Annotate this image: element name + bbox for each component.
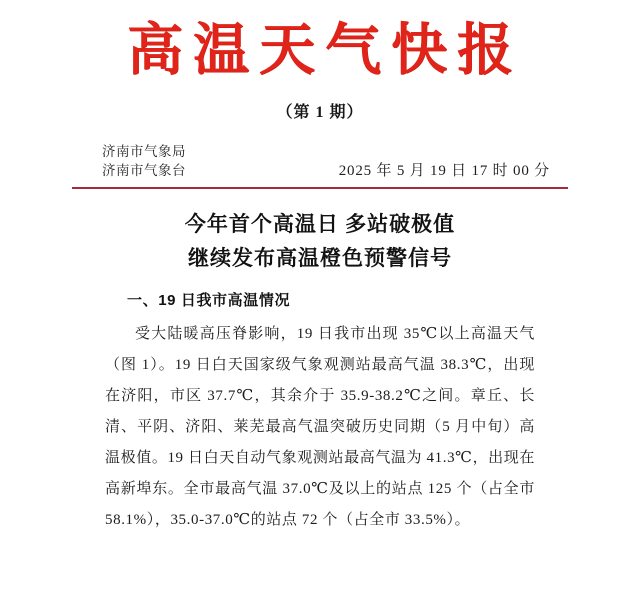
section-heading-1: 一、19 日我市高温情况 <box>127 291 291 309</box>
issuing-agency <box>72 142 186 181</box>
issue-number: （第 1 期） <box>276 103 364 121</box>
body-content <box>105 289 535 536</box>
headline-line-1: 今年首个高温日 多站破极值 <box>184 211 456 236</box>
issuer-date-row <box>72 142 568 181</box>
issuing-agency-observatory: 济南市气象台 <box>102 163 186 179</box>
section-paragraph-1: 受大陆暖高压脊影响，19 日我市出现 35℃以上高温天气（图 1）。19 日白天国家级气象观测站最高气温 38.3℃，出现在济阳，市区 37.7℃，其余介于 35.9-38.2℃之间。章丘、长清、平阴、济阳、莱芜最高气温突破历史同期（5 月中旬）高温极值。19 日白天自动气象观测站最高气温为 41.3℃，出现在高新埠东。全市最高气温 37.0℃及以上的站点 125 个（占全市 58.1%），35.0-37.0℃的站点 72 个（占全市 33.5%）。 <box>105 325 535 529</box>
headline-line-2: 继续发布高温橙色预警信号 <box>188 245 452 270</box>
document-title: 高温天气快报 <box>127 20 523 82</box>
header-divider-rule <box>72 187 568 189</box>
headline <box>0 207 640 275</box>
issuing-agency-bureau: 济南市气象局 <box>102 143 186 159</box>
masthead <box>0 0 640 122</box>
issue-datetime: 2025 年 5 月 19 日 17 时 00 分 <box>338 162 550 179</box>
